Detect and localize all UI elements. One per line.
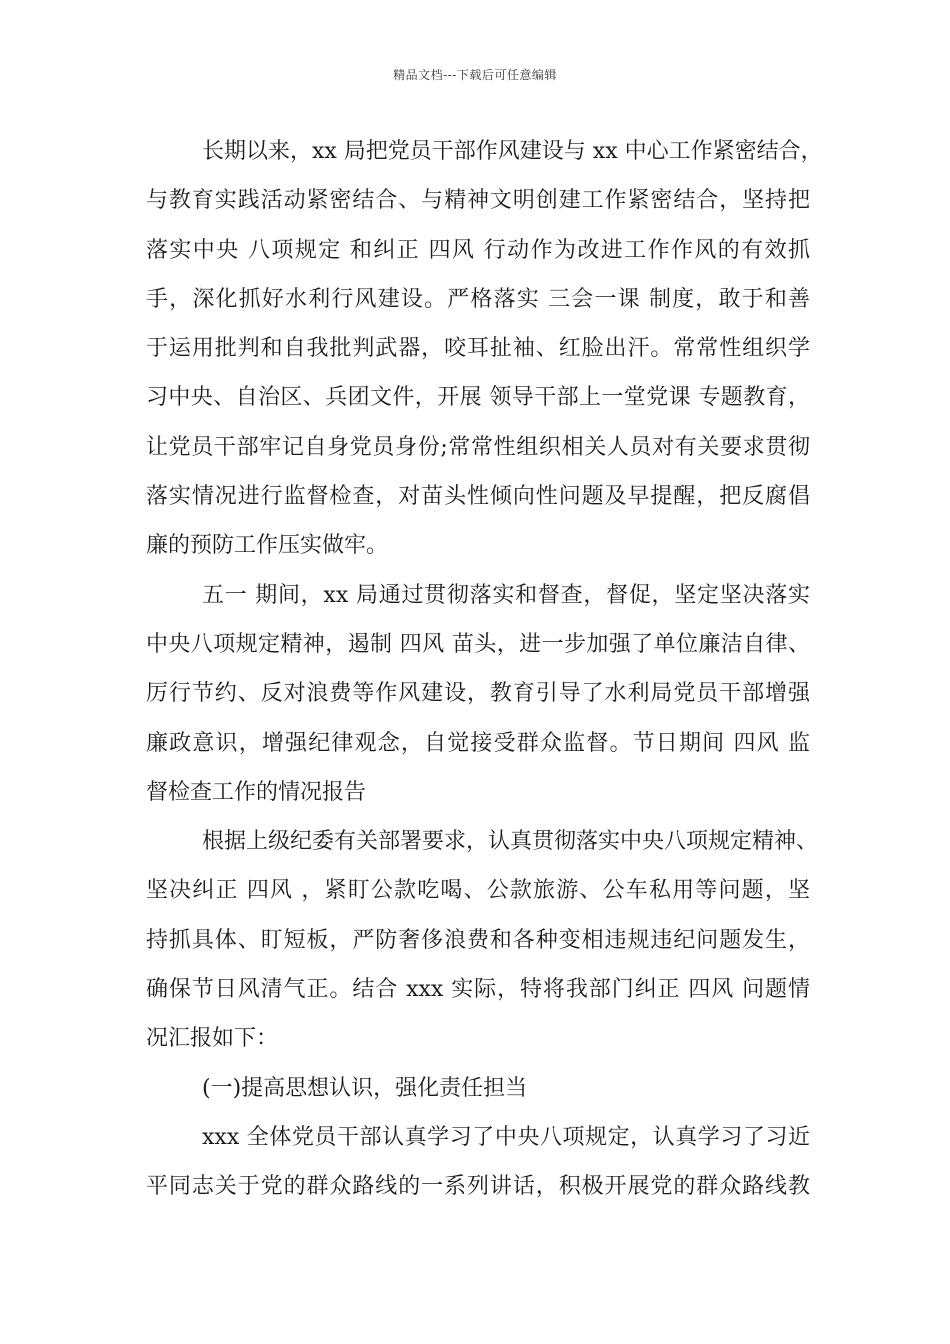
- text-line: 廉政意识，增强纪律观念，自觉接受群众监督。节日期间 四风 监: [146, 730, 810, 756]
- text-line: 让党员干部牢记自身党员身份;常常性组织相关人员对有关要求贯彻: [146, 434, 810, 460]
- text-line: 督检查工作的情况报告: [146, 779, 367, 805]
- text-line: 长期以来，xx 局把党员干部作风建设与 xx 中心工作紧密结合，: [202, 139, 823, 164]
- text-line: 持抓具体、盯短板，严防奢侈浪费和各种变相违规违纪问题发生，: [146, 927, 810, 953]
- text-line: 况汇报如下：: [146, 1026, 279, 1052]
- text-line: xxx 全体党员干部认真学习了中央八项规定，认真学习了习近: [202, 1124, 810, 1150]
- document-body: [146, 132, 823, 1217]
- text-line: 落实中央 八项规定 和纠正 四风 行动作为改进工作作风的有效抓: [146, 237, 810, 263]
- text-line: 于运用批判和自我批判武器，咬耳扯袖、红脸出汗。常常性组织学: [146, 336, 810, 362]
- text-line: 廉的预防工作压实做牢。: [146, 533, 389, 559]
- page-header: 精品文档---下载后可任意编辑: [393, 68, 557, 82]
- text-line: 中央八项规定精神，遏制 四风 苗头，进一步加强了单位廉洁自律、: [146, 631, 810, 657]
- text-line: 平同志关于党的群众路线的一系列讲话，积极开展党的群众路线教: [146, 1174, 810, 1200]
- text-line: 确保节日风清气正。结合 xxx 实际，特将我部门纠正 四风 问题情: [146, 977, 810, 1003]
- text-line: (一)提高思想认识，强化责任担当: [202, 1075, 528, 1101]
- text-line: 与教育实践活动紧密结合、与精神文明创建工作紧密结合，坚持把: [146, 188, 810, 214]
- text-line: 坚决纠正 四风 ，紧盯公款吃喝、公款旅游、公车私用等问题，坚: [146, 878, 810, 904]
- text-line: 厉行节约、反对浪费等作风建设，教育引导了水利局党员干部增强: [146, 681, 810, 707]
- text-line: 落实情况进行监督检查，对苗头性倾向性问题及早提醒，把反腐倡: [146, 484, 810, 510]
- text-line: 五一 期间，xx 局通过贯彻落实和督查，督促，坚定坚决落实: [202, 582, 810, 608]
- text-line: 手，深化抓好水利行风建设。严格落实 三会一课 制度，敢于和善: [146, 286, 810, 312]
- text-line: 根据上级纪委有关部署要求，认真贯彻落实中央八项规定精神、: [202, 829, 819, 855]
- text-line: 习中央、自治区、兵团文件，开展 领导干部上一堂党课 专题教育，: [146, 385, 810, 411]
